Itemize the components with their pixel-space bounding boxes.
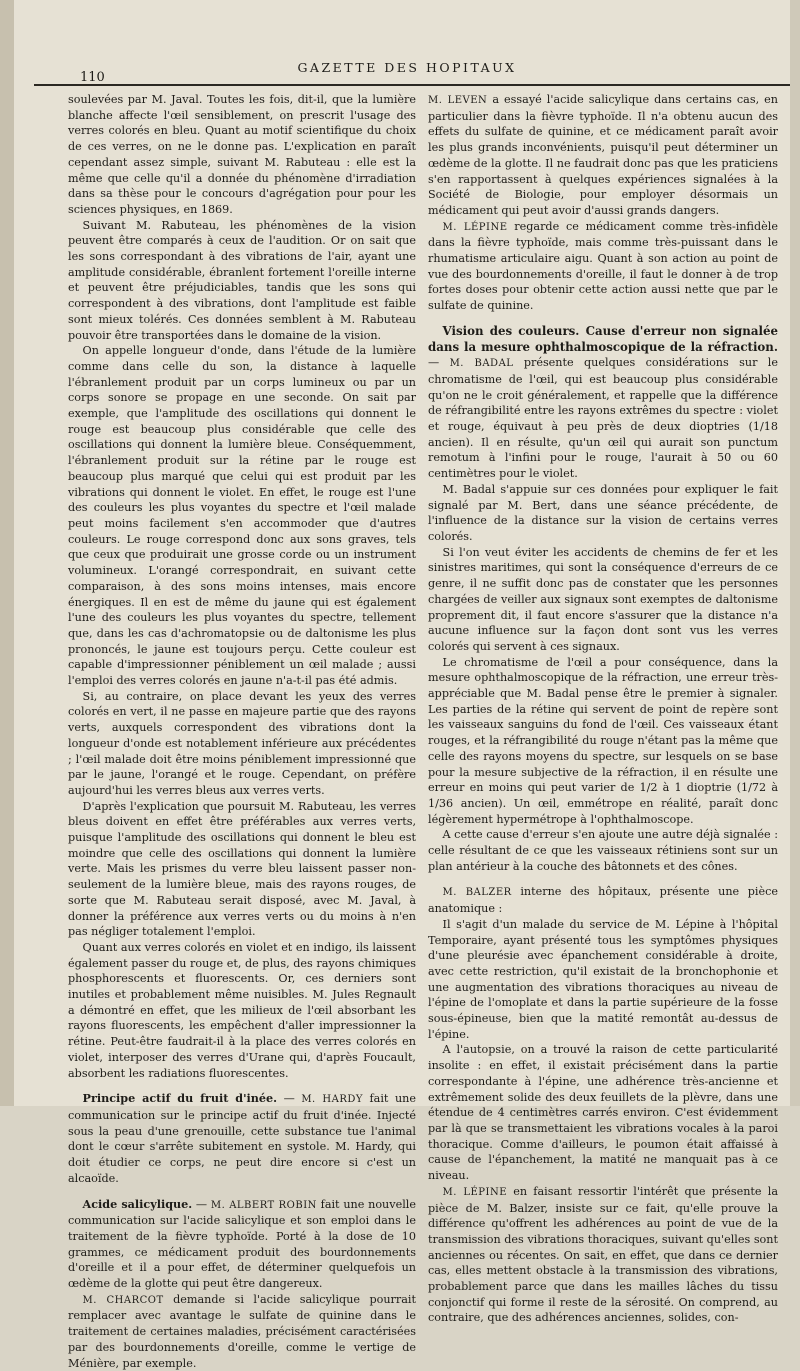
paragraph (428, 92, 778, 219)
section-title: Principe actif du fruit d'inée. (82, 1091, 278, 1106)
paragraph-text: A l'autopsie, on a trouvé la raison de cette particularité insolite : en effet, il existait précisément dans la partie correspondante à l'épine, une adhérence très-ancienne et extrêmement solide des deux feuillets de la plèvre, dans une étendue de 4 centimètres carrés environ. C'est évidemment par là que se transmettaient les vibrations vocales à la paroi thoracique. Comme d'ailleurs, le poumon était affaissé à cause de l'épanchement, la matité ne manquait pas à ce niveau. (428, 1043, 778, 1183)
left-column (68, 92, 416, 1371)
paragraph-text: M. Badal s'appuie sur ces données pour expliquer le fait signalé par M. Bert, dans une séance précédente, de l'influence de la distance sur la vision de certains verres colorés. (428, 482, 778, 543)
paragraph (428, 1184, 778, 1326)
speaker-name: M. BADAL (449, 358, 514, 370)
paragraph-text: Le chromatisme de l'œil a pour conséquence, dans la mesure ophthalmoscopique de la réfraction, une erreur très-appréciable que M. Badal pense être le premier à signaler. Les parties de la rétine qui servent de point de repère sont les vaisseaux sanguins du fond de l'œil. Ces vaisseaux étant rouges, et la réfrangibilité du rouge n'étant pas la même que celle des rayons moyens du spectre, sur lesquels on se base pour la mesure subjective de la réfraction, il en résulte une erreur en moins qui peut varier de 1/2 à 1 dioptrie (1/72 à 1/36 ancien). Un œil, emmétrope en réalité, paraît donc légèrement hypermétrope à l'ophthalmoscope. (428, 655, 778, 826)
section-paragraph: Acide salicylique. — M. ALBERT ROBIN fait une nouvelle communication sur l'acide salicylique et son emploi dans le traitement de la fièvre typhoïde. Porté à la dose de 10 grammes, ce médicament produit des bourdonnements d'oreille et il a pour effet, de déterminer quelquefois un œdème de la glotte qui peut être dangereux. (68, 1196, 416, 1291)
paragraph (68, 689, 416, 799)
paragraph-text: D'après l'explication que poursuit M. Rabuteau, les verres bleus doivent en effet être préférables aux verres verts, puisque l'amplitude des oscillations qui donnent le bleu est moindre que celle des oscillations qui donnent la lumière verte. Mais les prismes du verre bleu laissent passer non-seulement de la lumière bleue, mais des rayons rouges, de sorte que M. Rabuteau serait disposé, avec M. Javal, à donner la préférence aux verres verts ou du moins à n'en pas négliger totalement l'emploi. (68, 799, 416, 939)
paragraph-text: A cette cause d'erreur s'en ajoute une autre déjà signalée : celle résultant de ce que les vaisseaux rétiniens sont sur un plan antérieur à la couche des bâtonnets et des cônes. (428, 828, 778, 873)
paragraph (68, 218, 416, 344)
paragraph (68, 1292, 416, 1371)
speaker-name: M. HARDY (301, 1094, 363, 1106)
speaker-name: M. LÉPINE (442, 1186, 507, 1198)
paragraph-text: présente quelques considérations sur le chromatisme de l'œil, qui est beaucoup plus considérable qu'on ne le croit généralement, et rappelle que la différence de réfrangibilité entre les rayons extrêmes du spectre : violet et rouge, équivaut à peu près de deux dioptries (1/18 ancien). Il en résulte, qu'un œil qui aurait son punctum remotum à l'infini pour le rouge, l'aurait à 50 ou 60 centimètres pour le violet. (428, 356, 778, 481)
paragraph (428, 827, 778, 874)
speaker-name: M. BALZER (442, 887, 512, 899)
binding-gutter (0, 0, 14, 1106)
paragraph (428, 917, 778, 1043)
section-paragraph (428, 884, 778, 916)
speaker-name: M. CHARCOT (82, 1294, 164, 1306)
paragraph (428, 1042, 778, 1183)
paragraph-text: Il s'agit d'un malade du service de M. Lépine à l'hôpital Temporaire, ayant présenté tous les symptômes physiques d'une pleurésie avec épanchement considérable à droite, avec cette restriction, qu'il existait de la bronchophonie et une augmentation des vibrations thoraciques au niveau de l'épine de l'omoplate et dans la partie supérieure de la fosse sous-épineuse, bien que la matité remontât au-dessus de l'épine. (428, 917, 778, 1041)
section-paragraph: Vision des couleurs. Cause d'erreur non signalée dans la mesure ophthalmoscopique de la réfraction. — M. BADAL présente quelques considérations sur le chromatisme de l'œil, qui est beaucoup plus considérable qu'on ne le croit généralement, et rappelle que la différence de réfrangibilité entre les rayons extrêmes du spectre : violet et rouge, équivaut à peu près de deux dioptries (1/18 ancien). Il en résulte, qu'un œil qui aurait son punctum remotum à l'infini pour le rouge, l'aurait à 50 ou 60 centimètres pour le violet. (428, 323, 778, 481)
newspaper-page (14, 0, 800, 1370)
paragraph-text: demande si l'acide salicylique pourrait remplacer avec avantage le sulfate de quinine dans le traitement de certaines maladies, précisément caractérisées par des bourdonnements d'oreille, comme le vertige de Ménière, par exemple. (68, 1292, 416, 1370)
paragraph (428, 219, 778, 314)
section-title: Vision des couleurs. Cause d'erreur non signalée dans la mesure ophthalmoscopique de la réfraction. (428, 323, 778, 354)
running-head: GAZETTE DES HOPITAUX (297, 60, 517, 75)
section-paragraph: Principe actif du fruit d'inée. — M. HARDY fait une communication sur le principe actif du fruit d'inée. Injecté sous la peau d'une grenouille, cette substance tue l'animal dont le cœur s'arrête subitement en systole. M. Hardy, qui doit étudier ce corps, ne peut dire encore si c'est un alcaoïde. (68, 1091, 416, 1185)
paragraph (428, 655, 778, 828)
paragraph (68, 940, 416, 1081)
paragraph-text: On appelle longueur d'onde, dans l'étude de la lumière comme dans celle du son, la distance à laquelle l'ébranlement produit par un corps lumineux ou par un corps sonore se propage en une seconde. On sait par exemple, que l'amplitude des oscillations qui donnent le rouge est beaucoup plus considérable que celle des oscillations qui donnent la lumière bleue. Conséquemment, l'ébranlement produit sur la rétine par le rouge est beaucoup plus marqué que celui qui est produit par les vibrations qui donnent le violet. En effet, le rouge est l'une des couleurs les plus voyantes du spectre et l'œil malade peut moins facilement s'en accommoder que d'autres couleurs. Le rouge correspond donc aux sons graves, tels que ceux que produirait une grosse corde ou un instrument volumineux. L'orangé correspondrait, en suivant cette comparaison, à des sons moins intenses, mais encore énergiques. Il en est de même du jaune qui est également l'une des couleurs les plus voyantes du spectre, tellement que, dans les cas d'achromatopsie ou de daltonisme les plus prononcés, le jaune est toujours perçu. Cette couleur est capable d'impressionner péniblement un œil malade ; aussi l'emploi des verres colorés en jaune n'a-t-il pas été admis. (68, 344, 416, 688)
paragraph-text: fait une communication sur le principe actif du fruit d'inée. Injecté sous la peau d'une grenouille, cette substance tue l'animal dont le cœur s'arrête subitement en systole. M. Hardy, qui doit étudier ce corps, ne peut dire encore si c'est un alcaoïde. (68, 1092, 416, 1185)
section-title: Acide salicylique. (82, 1196, 193, 1211)
paragraph-text: regarde ce médicament comme très-infidèle dans la fièvre typhoïde, mais comme très-puissant dans le rhumatisme articulaire aigu. Quant à son action au point de vue des bourdonnements d'oreille, il faut le donner à de trop fortes doses pour obtenir cette action aussi nette que par le sulfate de quinine. (428, 219, 778, 313)
speaker-name: M. LEVEN (428, 95, 488, 106)
right-column (428, 92, 778, 1326)
paragraph-text: fait une nouvelle communication sur l'acide salicylique et son emploi dans le traitement de la fièvre typhoïde. Porté à la dose de 10 grammes, ce médicament produit des bourdonnements d'oreille et il a pour effet, de déterminer quelquefois un œdème de la glotte qui peut être dangereux. (68, 1197, 416, 1291)
paragraph (68, 343, 416, 688)
paragraph-text: Si, au contraire, on place devant les yeux des verres colorés en vert, il ne passe en majeure partie que des rayons verts, auxquels correspondent des vibrations dont la longueur d'onde est notablement inférieure aux précédentes ; l'œil malade doit être moins péniblement impressionné que par le jaune, l'orangé et le rouge. Cependant, on préfère aujourd'hui les verres bleus aux verres verts. (68, 689, 416, 797)
paragraph-text: Suivant M. Rabuteau, les phénomènes de la vision peuvent être comparés à ceux de l'audition. Or on sait que les sons correspondant à des vibrations de l'air, ayant une amplitude considérable, ébranlent fortement l'oreille interne et peuvent être préjudiciables, tandis que les sons qui correspondent à des vibrations, dont l'amplitude est faible sont mieux tolérés. Ces données semblent à M. Rabuteau pouvoir être transportées dans le domaine de la vision. (68, 218, 416, 342)
speaker-name: M. LÉPINE (442, 221, 508, 233)
speaker-name: M. ALBERT ROBIN (210, 1199, 317, 1211)
page-edge (790, 0, 800, 1106)
paragraph (428, 482, 778, 545)
paragraph-text: Si l'on veut éviter les accidents de chemins de fer et les sinistres maritimes, qui sont la conséquence d'erreurs de ce genre, il ne suffit donc pas de constater que les personnes chargées de veiller aux signaux sont exemptes de daltonisme proprement dit, il faut encore s'assurer que la distance n'a aucune influence sur la façon dont sont vus les verres colorés qui servent à ces signaux. (428, 545, 778, 653)
paragraph-text: a essayé l'acide salicylique dans certains cas, en particulier dans la fièvre typhoïde. Il n'a obtenu aucun des effets du sulfate de quinine, et ce médicament paraît avoir les plus grands inconvénients, puisqu'il peut déterminer un œdème de la glotte. Il ne faudrait donc pas que les praticiens s'en rapportassent à quelques expériences signalées à la Société de Biologie, pour employer désormais un médicament qui peut avoir d'aussi grands dangers. (428, 93, 778, 217)
paragraph-text: en faisant ressortir l'intérêt que présente la pièce de M. Balzer, insiste sur ce fait, qu'elle prouve la différence qu'offrent les adhérences au point de vue de la transmission des vibrations thoraciques, suivant qu'elles sont anciennes ou récentes. On sait, en effet, que dans ce dernier cas, elles mettent obstacle à la transmission des vibrations, probablement parce que dans les mailles lâches du tissu conjonctif qui forme il reste de la sérosité. On comprend, au contraire, que des adhérences anciennes, solides, con- (428, 1184, 779, 1325)
paragraph (68, 92, 416, 218)
paragraph (68, 799, 416, 940)
paragraph (428, 545, 778, 655)
paragraph-text: interne des hôpitaux, présente une pièce anatomique : (428, 885, 779, 916)
paragraph-text: Quant aux verres colorés en violet et en indigo, ils laissent également passer du rouge et, de plus, des rayons chimiques phosphorescents et fluorescents. Or, ces derniers sont inutiles et probablement même nuisibles. M. Jules Regnault a démontré en effet, que les milieux de l'œil absorbant les rayons fluorescents, les empêchent d'aller impressionner la rétine. Peut-être faudrait-il à la place des verres colorés en violet, interposer des verres d'Urane qui, d'après Foucault, absorbent les radiations fluorescentes. (68, 940, 416, 1080)
paragraph-text: soulevées par M. Javal. Toutes les fois, dit-il, que la lumière blanche affecte l'œil sensiblement, on prescrit l'usage des verres colorés en bleu. Quant au motif scientifique du choix de ces verres, on ne le donne pas. L'explication en paraît cependant assez simple, suivant M. Rabuteau : elle est la même que celle qu'il a donnée du phénomène d'irradiation dans sa thèse pour le concours d'agrégation pour pour les sciences physiques, en 1869. (68, 93, 416, 216)
header-rule (34, 84, 790, 86)
page-number: 110 (80, 70, 105, 85)
